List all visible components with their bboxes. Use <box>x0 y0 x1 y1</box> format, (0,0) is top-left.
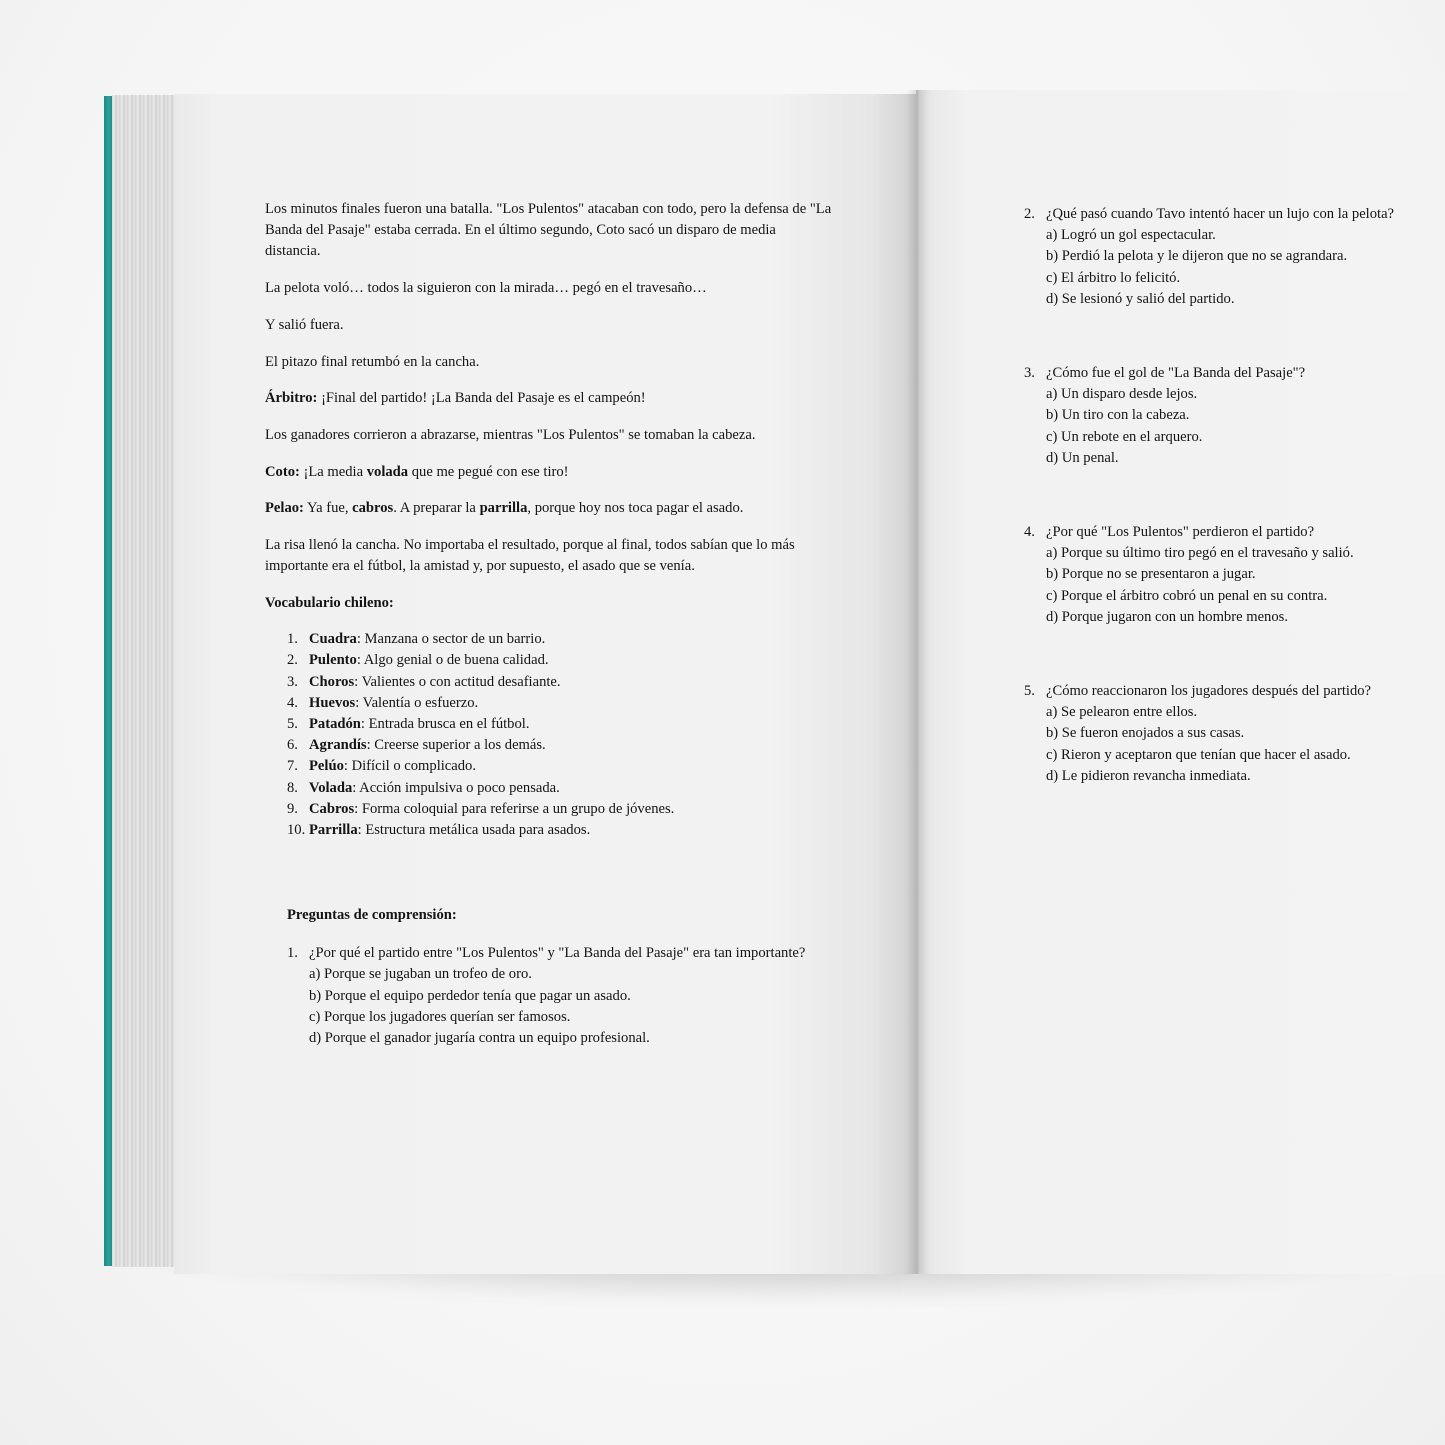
dialogue-text: ¡La media <box>299 463 367 480</box>
answer-option: b) Porque no se presentaron a jugar. <box>1046 566 1256 583</box>
left-page-text <box>265 199 835 841</box>
dialogue-text: , porque hoy nos toca pagar el asado. <box>527 500 744 517</box>
question-number: 2. <box>1024 206 1035 222</box>
question-text: ¿Cómo fue el gol de "La Banda del Pasaje"? <box>1046 365 1306 382</box>
question-text: ¿Por qué "Los Pulentos" perdieron el partido? <box>1046 524 1315 541</box>
answer-option: c) Rieron y aceptaron que tenían que hacer el asado. <box>1046 746 1351 763</box>
vocab-definition: : Difícil o complicado. <box>343 758 476 775</box>
answer-option: d) Le pidieron revancha inmediata. <box>1046 767 1251 784</box>
answer-option: c) Un rebote en el arquero. <box>1046 428 1203 445</box>
vocab-term: Cabros <box>309 800 355 817</box>
answer-option: b) Un tiro con la cabeza. <box>1046 407 1190 424</box>
dialogue-text: que me pegué con ese tiro! <box>408 463 569 480</box>
vocab-term: Huevos <box>309 694 356 711</box>
vocab-definition: : Entrada brusca en el fútbol. <box>360 715 530 732</box>
vocab-definition: : Manzana o sector de un barrio. <box>356 631 546 648</box>
vocab-item <box>287 629 835 650</box>
vocab-item <box>287 650 835 671</box>
vocab-number: 7. <box>287 758 298 775</box>
speaker-name: Coto: <box>265 463 300 480</box>
right-page-text <box>1024 204 1434 840</box>
dialogue-text: . A preparar la <box>393 500 480 517</box>
answer-option: d) Se lesionó y salió del partido. <box>1046 290 1235 307</box>
vocab-term: Agrandís <box>309 737 367 754</box>
answer-option: d) Porque jugaron con un hombre menos. <box>1046 608 1288 625</box>
vocab-number: 4. <box>287 694 298 711</box>
book-gutter <box>906 90 928 1274</box>
question-3 <box>1024 363 1434 469</box>
answer-option: a) Se pelearon entre ellos. <box>1046 704 1198 721</box>
answer-option: d) Porque el ganador jugaría contra un equipo profesional. <box>309 1030 650 1047</box>
question-options <box>309 964 847 1049</box>
answer-option: c) Porque los jugadores querían ser famosos. <box>309 1008 571 1025</box>
answer-option: a) Un disparo desde lejos. <box>1046 386 1198 403</box>
vocab-word: volada <box>366 463 409 480</box>
paragraph: El pitazo final retumbó en la cancha. <box>265 353 480 370</box>
vocab-number: 10. <box>287 821 306 838</box>
vocab-item <box>287 672 835 693</box>
question-number: 5. <box>1024 683 1035 700</box>
answer-option: b) Se fueron enojados a sus casas. <box>1046 725 1245 742</box>
vocab-item <box>287 714 835 735</box>
speaker-name: Árbitro: <box>265 390 318 407</box>
vocab-definition: : Acción impulsiva o poco pensada. <box>352 779 560 796</box>
vocab-title: Vocabulario chileno: <box>265 594 394 611</box>
vocab-item <box>287 735 835 756</box>
vocab-number: 1. <box>287 631 298 648</box>
vocab-term: Patadón <box>309 715 361 732</box>
paragraph: La pelota voló… todos la siguieron con la mirada… pegó en el travesaño… <box>265 280 707 297</box>
vocab-definition: : Valientes o con actitud desafiante. <box>354 673 561 690</box>
question-2 <box>1024 204 1434 310</box>
book-cover-edge <box>104 96 112 1266</box>
vocab-item <box>287 778 835 799</box>
vocab-number: 9. <box>287 800 298 817</box>
question-4 <box>1024 522 1434 628</box>
paragraph: La risa llenó la cancha. No importaba el resultado, porque al final, todos sabían que lo más importante era el fútbol, la amistad y, por supuesto, el asado que se venía. <box>265 537 795 575</box>
vocab-number: 5. <box>287 715 298 732</box>
vocab-number: 2. <box>287 652 298 669</box>
dialogue-coto <box>265 462 835 483</box>
answer-option: a) Logró un gol espectacular. <box>1046 227 1216 244</box>
vocab-item <box>287 693 835 714</box>
answer-option: d) Un penal. <box>1046 449 1119 466</box>
vocab-definition: : Creerse superior a los demás. <box>366 737 546 754</box>
vocab-term: Volada <box>309 779 353 796</box>
question-number: 1. <box>287 945 298 962</box>
vocab-item <box>287 799 835 820</box>
answer-option: c) El árbitro lo felicitó. <box>1046 269 1181 286</box>
vocab-item <box>287 820 835 841</box>
vocab-term: Pelúo <box>309 758 344 775</box>
speaker-name: Pelao: <box>265 500 304 517</box>
questions-title: Preguntas de comprensión: <box>287 907 457 923</box>
answer-option: b) Perdió la pelota y le dijeron que no se agrandara. <box>1046 248 1348 265</box>
answer-option: c) Porque el árbitro cobró un penal en su contra. <box>1046 587 1328 604</box>
vocab-number: 3. <box>287 673 298 690</box>
question-text: ¿Por qué el partido entre "Los Pulentos" y "La Banda del Pasaje" era tan importante? <box>309 945 806 962</box>
paragraph: Los ganadores corrieron a abrazarse, mientras "Los Pulentos" se tomaban la cabeza. <box>265 426 756 443</box>
question-text: ¿Cómo reaccionaron los jugadores después del partido? <box>1046 683 1372 700</box>
dialogue-text: Ya fue, <box>303 500 353 517</box>
vocab-definition: : Estructura metálica usada para asados. <box>357 821 591 838</box>
questions-section <box>287 905 847 1049</box>
page-stack-edge <box>112 95 174 1267</box>
vocab-term: Pulento <box>309 652 357 669</box>
question-number: 3. <box>1024 365 1035 382</box>
paragraph: Y salió fuera. <box>265 316 344 333</box>
dialogue-text: ¡Final del partido! ¡La Banda del Pasaje es el campeón! <box>317 390 646 407</box>
paragraph: Los minutos finales fueron una batalla. "Los Pulentos" atacaban con todo, pero la defensa de "La Banda del Pasaje" estaba cerrada. En el último segundo, Coto sacó un disparo de media distancia. <box>265 201 832 260</box>
vocab-term: Cuadra <box>309 631 357 648</box>
dialogue-pelao <box>265 498 835 519</box>
vocab-definition: : Algo genial o de buena calidad. <box>356 652 549 669</box>
vocab-term: Choros <box>309 673 355 690</box>
answer-option: a) Porque se jugaban un trofeo de oro. <box>309 966 532 983</box>
vocab-word: parrilla <box>479 500 528 517</box>
question-1 <box>287 943 847 1049</box>
vocab-item <box>287 756 835 777</box>
question-number: 4. <box>1024 524 1035 541</box>
vocab-number: 8. <box>287 779 298 796</box>
question-5 <box>1024 681 1434 787</box>
answer-option: b) Porque el equipo perdedor tenía que pagar un asado. <box>309 987 631 1004</box>
question-text: ¿Qué pasó cuando Tavo intentó hacer un lujo con la pelota? <box>1046 206 1395 222</box>
vocab-list <box>265 629 835 841</box>
vocab-definition: : Valentía o esfuerzo. <box>355 694 479 711</box>
vocab-word: cabros <box>352 500 394 517</box>
answer-option: a) Porque su último tiro pegó en el travesaño y salió. <box>1046 545 1354 562</box>
vocab-term: Parrilla <box>309 821 358 838</box>
vocab-number: 6. <box>287 737 298 754</box>
vocab-definition: : Forma coloquial para referirse a un grupo de jóvenes. <box>354 800 675 817</box>
dialogue-arbitro <box>265 388 835 409</box>
